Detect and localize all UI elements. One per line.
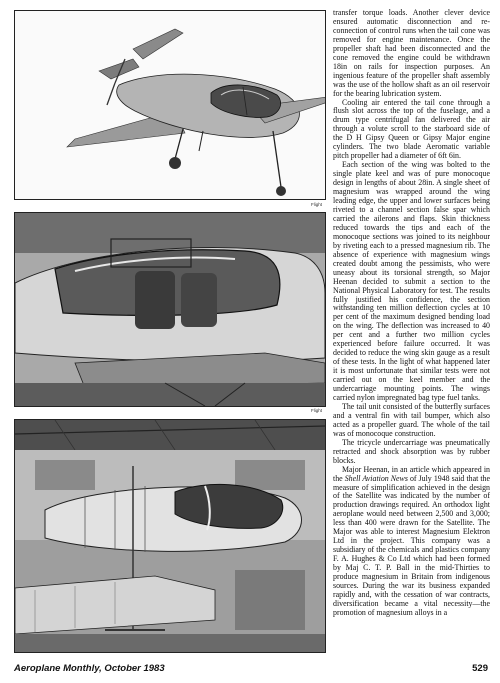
article-paragraph: The tail unit consisted of the butterfly surfaces and a ventral fin with tail bumper, which also acted as a propeller guard. The whole of the tail was of monocoque construction.: [333, 401, 490, 438]
aircraft-drawing-photo: [14, 10, 326, 200]
article-text-column: [333, 9, 490, 618]
aircraft-drawing-illustration: [15, 11, 325, 199]
workshop-illustration: [15, 420, 325, 652]
photo-credit: Flight: [311, 202, 323, 207]
paragraph-text: Major Heenan, in an article which appeared in the: [333, 464, 490, 483]
page-number: 529: [472, 663, 488, 674]
workshop-photo: [14, 419, 326, 653]
cockpit-illustration: [15, 213, 325, 406]
photo-credit: Flight: [311, 408, 323, 413]
cockpit-photo: [14, 212, 326, 407]
article-paragraph: Cooling air entered the tail cone through a flush slot across the top of the fuselage, and a drum type centrifugal fan delivered the air through a volute scroll to the starboard side of the D H Gipsy Queen or Gipsy Major engine cylinders. The two blade Aeromatic variable pitch propeller had a diameter of 6ft 6in.: [333, 97, 490, 161]
paragraph-text: of July 1948 said that the measure of simplification achieved in the design of the Satellite was indicated by the number of production drawings required. An orthodox light aeroplane would need between 2,500 and 3,000; less than 400 were drawn for the Satellite. The Major was able to interest Magnesium Elektron Ltd in the project. This company was a subsidiary of the chemicals and plastics company F. A. Hughes & Co Ltd which had been formed by Maj C. T. P. Ball in the mid-Thirties to produce magnesium in Britain from indigenous sources. During the war its business expanded rapidly and, with the cessation of war contracts, diversification became a vital necessity—the promotion of magnesium alloys in a: [333, 473, 490, 617]
publication-footer: Aeroplane Monthly, October 1983: [14, 663, 165, 674]
article-paragraph: transfer torque loads. Another clever device ensured automatic disconnection and re-connection of control runs when the tail cone was removed for engine maintenance. Once the propeller shaft had been disconnected and the cone removed the engine could be withdrawn 18in on rails for inspection purposes. An ingenious feature of the propeller shaft assembly was the use of the hollow shaft as an oil reservoir for the bearing lubrication system.: [333, 8, 490, 98]
journal-title: Shell Aviation News: [344, 473, 408, 483]
article-paragraph: The tricycle undercarriage was pneumatically retracted and shock absorption was by rubber blocks.: [333, 437, 490, 465]
article-paragraph: [333, 466, 490, 618]
article-paragraph: Each section of the wing was bolted to the single plate keel and was of pure monocoque design in lengths of about 28in. A single sheet of magnesium was wrapped around the wing leading edge, the upper and lower surfaces being riveted to a channel section false spar which carried the ailerons and flaps. Skin thickness reduced towards the tips and each of the monocoque sections was joined to its neighbour by riveting each to a pressed magnesium rib. The absence of experience with magnesium wings created doubt among the pessimists, who were uneasy about its torsional strength, so Major Heenan decided to submit a section to the National Physical Laboratory for test. The results fully justified his confidence, the section withstanding ten million deflection cycles at 10 per cent of the maximum designed bending load on the wing. The deflection was increased to 40 per cent and a further two million cycles experienced before failure occurred. It was decided to reduce the wing skin gauge as a result of these tests. In the light of what happened later it is most unfortunate that similar tests were not carried out on the keel member and the undercarriage mounting points. The wings carried nylon impregnated bag type fuel tanks.: [333, 160, 490, 402]
